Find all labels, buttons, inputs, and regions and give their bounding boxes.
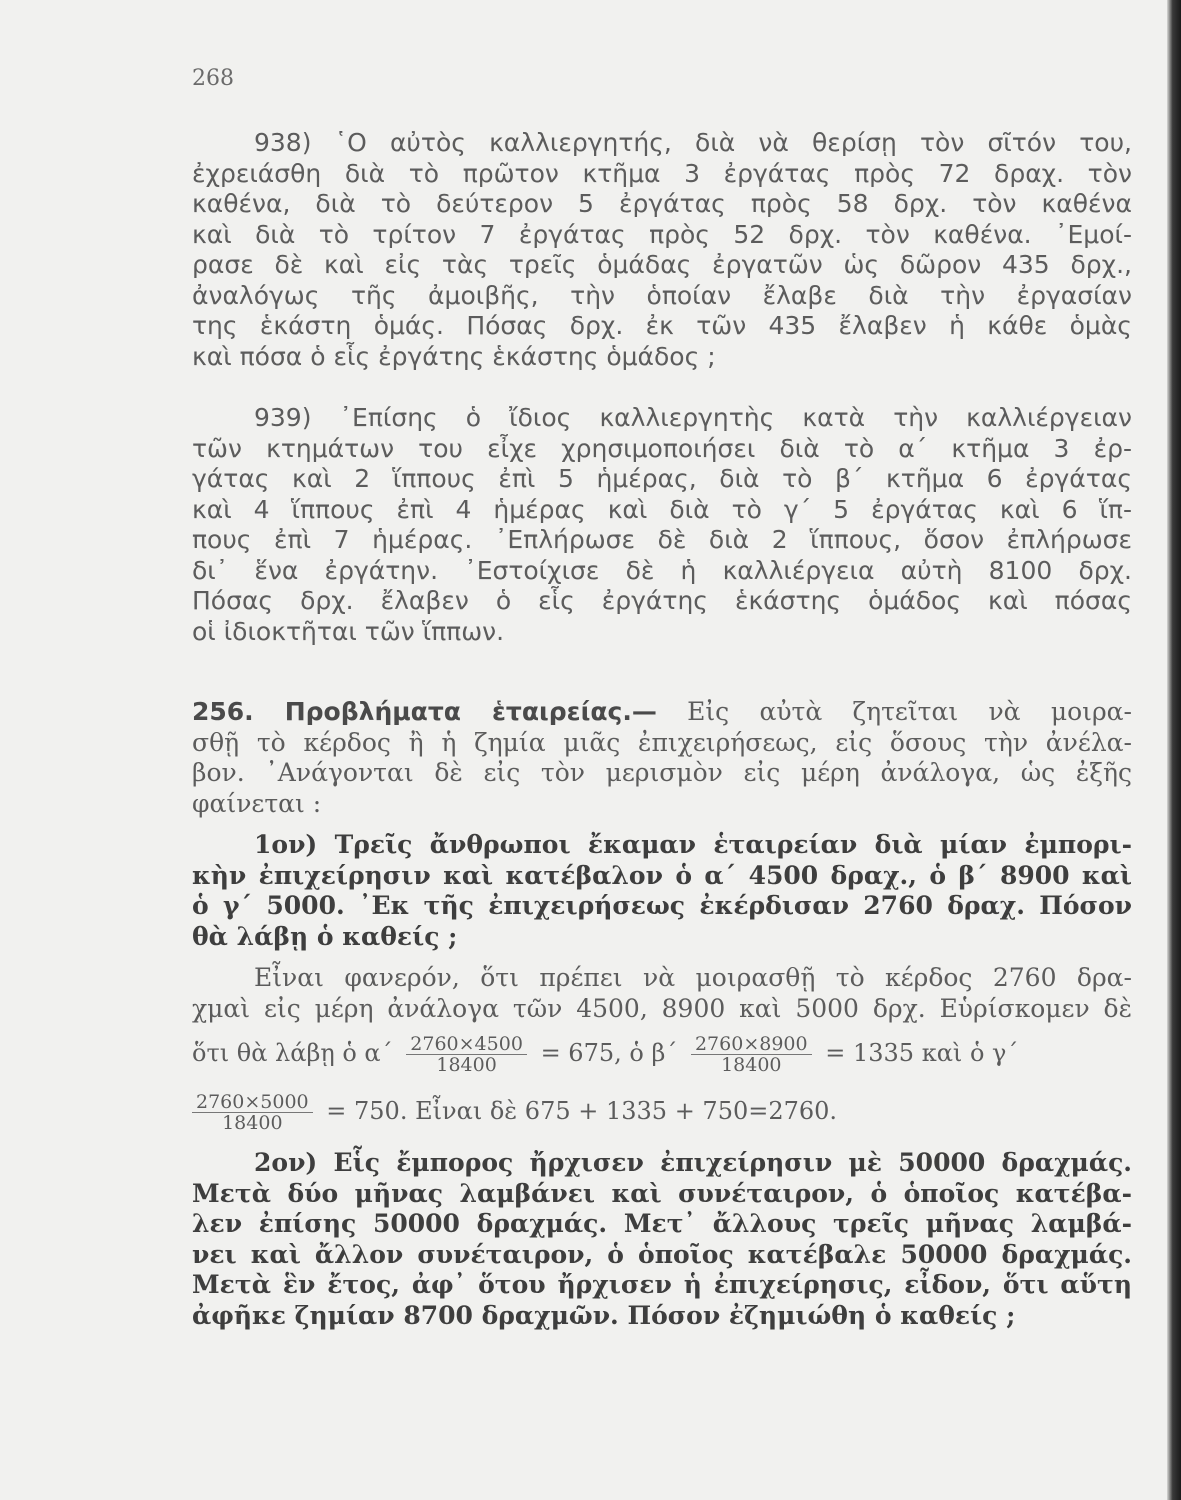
ex1sol-line: χμαὶ εἰς μέρη ἀνάλογα τῶν 4500, 8900 καὶ 5000 δρχ. Εὑρίσκομεν δὲ bbox=[192, 993, 1132, 1023]
fraction-c bbox=[192, 1092, 313, 1133]
ex1-line: θὰ λάβῃ ὁ καθείς ; bbox=[192, 921, 458, 951]
ex2-line: Μετὰ δύο μῆνας λαμβάνει καὶ συνέταιρον, ὁ ὁποῖος κατέβα- bbox=[192, 1178, 1132, 1208]
s256lines-line: φαίνεται : bbox=[192, 788, 322, 818]
p938-line: καὶ πόσα ὁ εἷς ἐργάτης ἑκάστης ὁμάδος ; bbox=[192, 341, 716, 371]
ex2-line: ἀφῆκε ζημίαν 8700 δραχμῶν. Πόσον ἐζημιώθη ὁ καθείς ; bbox=[192, 1300, 1016, 1330]
example-1-solution bbox=[192, 963, 1132, 1024]
fraction-b-denominator: 18400 bbox=[721, 1054, 782, 1076]
page-number: 268 bbox=[192, 66, 234, 91]
p938-line: ἐχρειάσθη διὰ τὸ πρῶτον κτῆμα 3 ἐργάτας πρὸς 72 δραχ. τὸν bbox=[192, 158, 1132, 188]
eq2-rest: = 750. Εἶναι δὲ 675 + 1335 + 750=2760. bbox=[326, 1097, 838, 1125]
p938-line: καὶ διὰ τὸ τρίτον 7 ἐργάτας πρὸς 52 δρχ. τὸν καθένα. ᾿Εμοί- bbox=[192, 219, 1132, 249]
fraction-a-numerator: 2760×4500 bbox=[406, 1034, 527, 1055]
fraction-c-denominator: 18400 bbox=[222, 1112, 283, 1134]
ex2-line: λεν ἐπίσης 50000 δραχμάς. Μετ᾿ ἄλλους τρεῖς μῆνας λαμβά- bbox=[192, 1209, 1132, 1238]
ex1-line: κὴν ἐπιχείρησιν καὶ κατέβαλον ὁ α΄ 4500 δραχ., ὁ β΄ 8900 καὶ bbox=[192, 860, 1132, 890]
section-256-title: 256. Προβλήματα ἑταιρείας.— bbox=[192, 697, 657, 726]
eq1-mid2: = 1335 καὶ ὁ γ΄ bbox=[825, 1039, 1019, 1067]
p939-line: γάτας καὶ 2 ἵππους ἐπὶ 5 ἡμέρας, διὰ τὸ β΄ κτῆμα 6 ἐργάτας bbox=[192, 464, 1132, 493]
s256lines-line: σθῇ τὸ κέρδος ἢ ἡ ζημία μιᾶς ἐπιχειρήσεως, εἰς ὅσους τὴν ἀνέλα- bbox=[192, 727, 1132, 757]
eq1-mid1: = 675, ὁ β΄ bbox=[540, 1039, 678, 1067]
p939-line: οἱ ἰδιοκτῆται τῶν ἵππων. bbox=[192, 616, 505, 646]
eq1-prefix: ὅτι θὰ λάβῃ ὁ α΄ bbox=[192, 1039, 393, 1067]
p938-line: της ἑκάστη ὁμάς. Πόσας δρχ. ἐκ τῶν 435 ἔλαβεν ἡ κάθε ὁμὰς bbox=[192, 311, 1132, 340]
fraction-a bbox=[406, 1034, 527, 1075]
p938-line: ἀναλόγως τῆς ἀμοιβῆς, τὴν ὁποίαν ἔλαβε διὰ τὴν ἐργασίαν bbox=[192, 280, 1132, 310]
section-256 bbox=[192, 697, 1132, 819]
ex2-line: νει καὶ ἄλλον συνέταιρον, ὁ ὁποῖος κατέβαλε 50000 δραχμάς. bbox=[192, 1239, 1132, 1269]
equation-line-2 bbox=[192, 1088, 1132, 1134]
page-edge bbox=[1167, 0, 1181, 1500]
fraction-b bbox=[691, 1034, 812, 1075]
example-2 bbox=[192, 1148, 1132, 1331]
s256lines-line: βον. ᾿Ανάγονται δὲ εἰς τὸν μερισμὸν εἰς μέρη ἀνάλογα, ὡς ἐξῆς bbox=[192, 758, 1132, 787]
equation-line-1 bbox=[192, 1030, 1132, 1076]
p939-line: καὶ 4 ἵππους ἐπὶ 4 ἡμέρας καὶ διὰ τὸ γ΄ 5 ἐργάτας καὶ 6 ἵπ- bbox=[192, 494, 1132, 524]
ex2-line: Μετὰ ἓν ἔτος, ἀφ᾿ ὅτου ἤρχισεν ἡ ἐπιχείρησις, εἶδον, ὅτι αὕτη bbox=[192, 1270, 1132, 1299]
p939-line: 939) ᾿Επίσης ὁ ἴδιος καλλιεργητὴς κατὰ τὴν καλλιέργειαν bbox=[254, 403, 1132, 432]
ex1sol-line: Εἶναι φανερόν, ὅτι πρέπει νὰ μοιρασθῇ τὸ κέρδος 2760 δρα- bbox=[254, 963, 1132, 992]
ex1-line: ὁ γ΄ 5000. ᾿Εκ τῆς ἐπιχειρήσεως ἐκέρδισαν 2760 δραχ. Πόσον bbox=[192, 891, 1132, 920]
fraction-a-denominator: 18400 bbox=[436, 1054, 497, 1076]
problem-939 bbox=[192, 403, 1132, 647]
fraction-b-numerator: 2760×8900 bbox=[691, 1034, 812, 1055]
section-256-first-line bbox=[192, 697, 1132, 728]
p938-line: 938) ῾Ο αὐτὸς καλλιεργητής, διὰ νὰ θερίσῃ τὸν σῖτόν του, bbox=[254, 128, 1132, 157]
ex2-line: 2ον) Εἷς ἔμπορος ἤρχισεν ἐπιχείρησιν μὲ 50000 δραχμάς. bbox=[254, 1148, 1132, 1177]
p939-line: Πόσας δρχ. ἔλαβεν ὁ εἷς ἐργάτης ἑκάστης ὁμάδος καὶ πόσας bbox=[192, 586, 1132, 615]
p939-line: τῶν κτημάτων του εἶχε χρησιμοποιήσει διὰ τὸ α΄ κτῆμα 3 ἐρ- bbox=[192, 433, 1132, 463]
example-1 bbox=[192, 830, 1132, 952]
problem-938 bbox=[192, 128, 1132, 372]
p938-line: ρασε δὲ καὶ εἰς τὰς τρεῖς ὁμάδας ἐργατῶν ὡς δῶρον 435 δρχ., bbox=[192, 250, 1132, 279]
fraction-c-numerator: 2760×5000 bbox=[192, 1092, 313, 1113]
p939-line: πους ἐπὶ 7 ἡμέρας. ᾿Επλήρωσε δὲ διὰ 2 ἵππους, ὅσον ἐπλήρωσε bbox=[192, 525, 1132, 554]
section-256-intro: Εἰς αὐτὰ ζητεῖται νὰ μοιρα- bbox=[687, 697, 1132, 726]
ex1-line: 1ον) Τρεῖς ἄνθρωποι ἔκαμαν ἑταιρείαν διὰ μίαν ἐμπορι- bbox=[254, 830, 1132, 859]
p939-line: δι᾿ ἕνα ἐργάτην. ᾿Εστοίχισε δὲ ἡ καλλιέργεια αὐτὴ 8100 δρχ. bbox=[192, 555, 1132, 585]
p938-line: καθένα, διὰ τὸ δεύτερον 5 ἐργάτας πρὸς 58 δρχ. τὸν καθένα bbox=[192, 189, 1132, 218]
